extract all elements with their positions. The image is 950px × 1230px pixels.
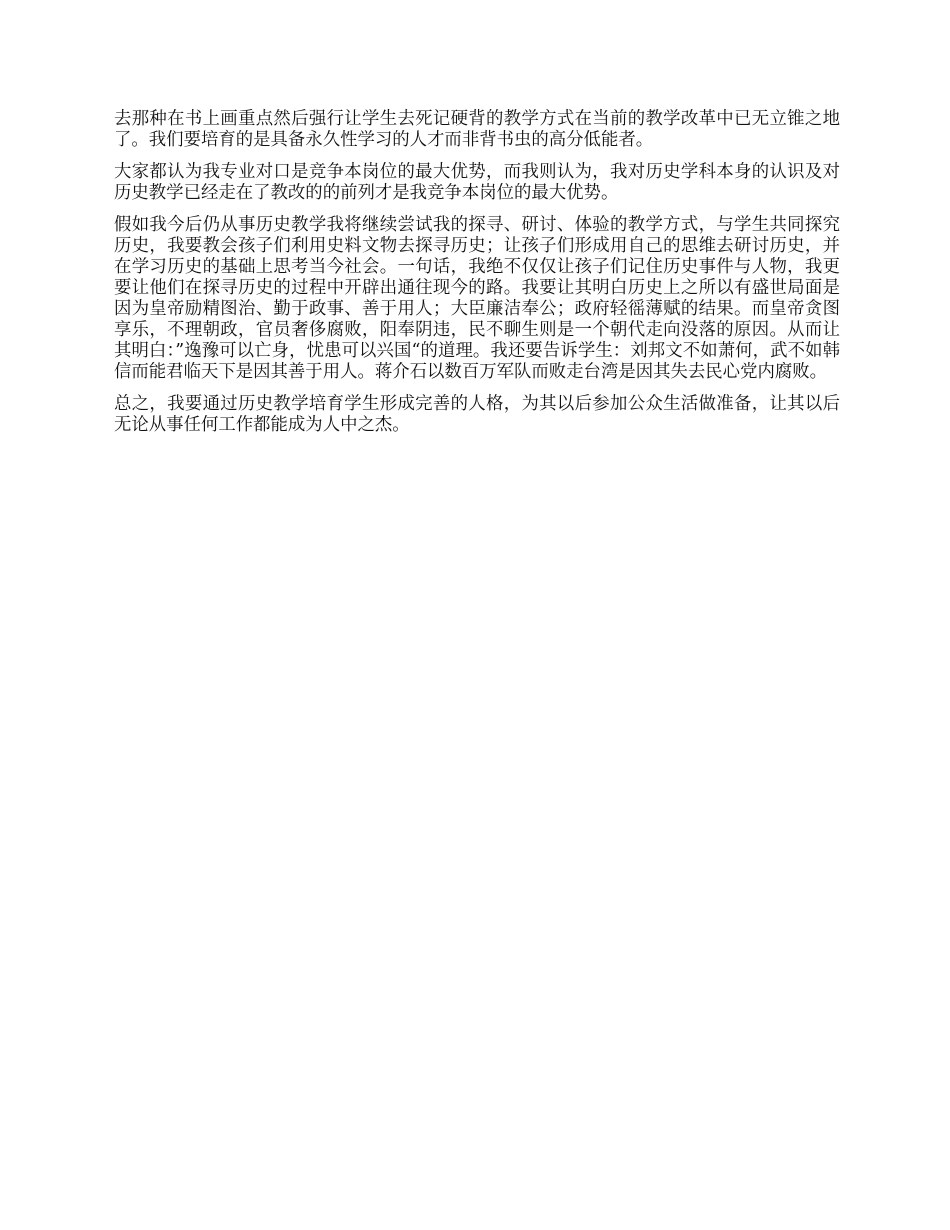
paragraph-2: 大家都认为我专业对口是竞争本岗位的最大优势，而我则认为，我对历史学科本身的认识及对历史教学已经走在了教改的的前列才是我竞争本岗位的最大优势。 bbox=[114, 162, 840, 203]
paragraph-3: 假如我今后仍从事历史教学我将继续尝试我的探寻、研讨、体验的教学方式，与学生共同探究历史，我要教会孩子们利用史料文物去探寻历史；让孩子们形成用自己的思维去研讨历史，并在学习历史的基础上思考当今社会。一句话，我绝不仅仅让孩子们记住历史事件与人物，我更要让他们在探寻历史的过程中开辟出通往现今的路。我要让其明白历史上之所以有盛世局面是因为皇帝励精图治、勤于政事、善于用人；大臣廉洁奉公；政府轻徭薄赋的结果。而皇帝贪图享乐，不理朝政，官员奢侈腐败，阳奉阴违，民不聊生则是一个朝代走向没落的原因。从而让其明白：”逸豫可以亡身，忧患可以兴国“的道理。我还要告诉学生：刘邦文不如萧何，武不如韩信而能君临天下是因其善于用人。蒋介石以数百万军队而败走台湾是因其失去民心党内腐败。 bbox=[114, 215, 840, 382]
paragraph-4: 总之，我要通过历史教学培育学生形成完善的人格，为其以后参加公众生活做准备，让其以后无论从事任何工作都能成为人中之杰。 bbox=[114, 394, 840, 435]
paragraph-1: 去那种在书上画重点然后强行让学生去死记硬背的教学方式在当前的教学改革中已无立锥之地了。我们要培育的是具备永久性学习的人才而非背书虫的高分低能者。 bbox=[114, 109, 840, 150]
